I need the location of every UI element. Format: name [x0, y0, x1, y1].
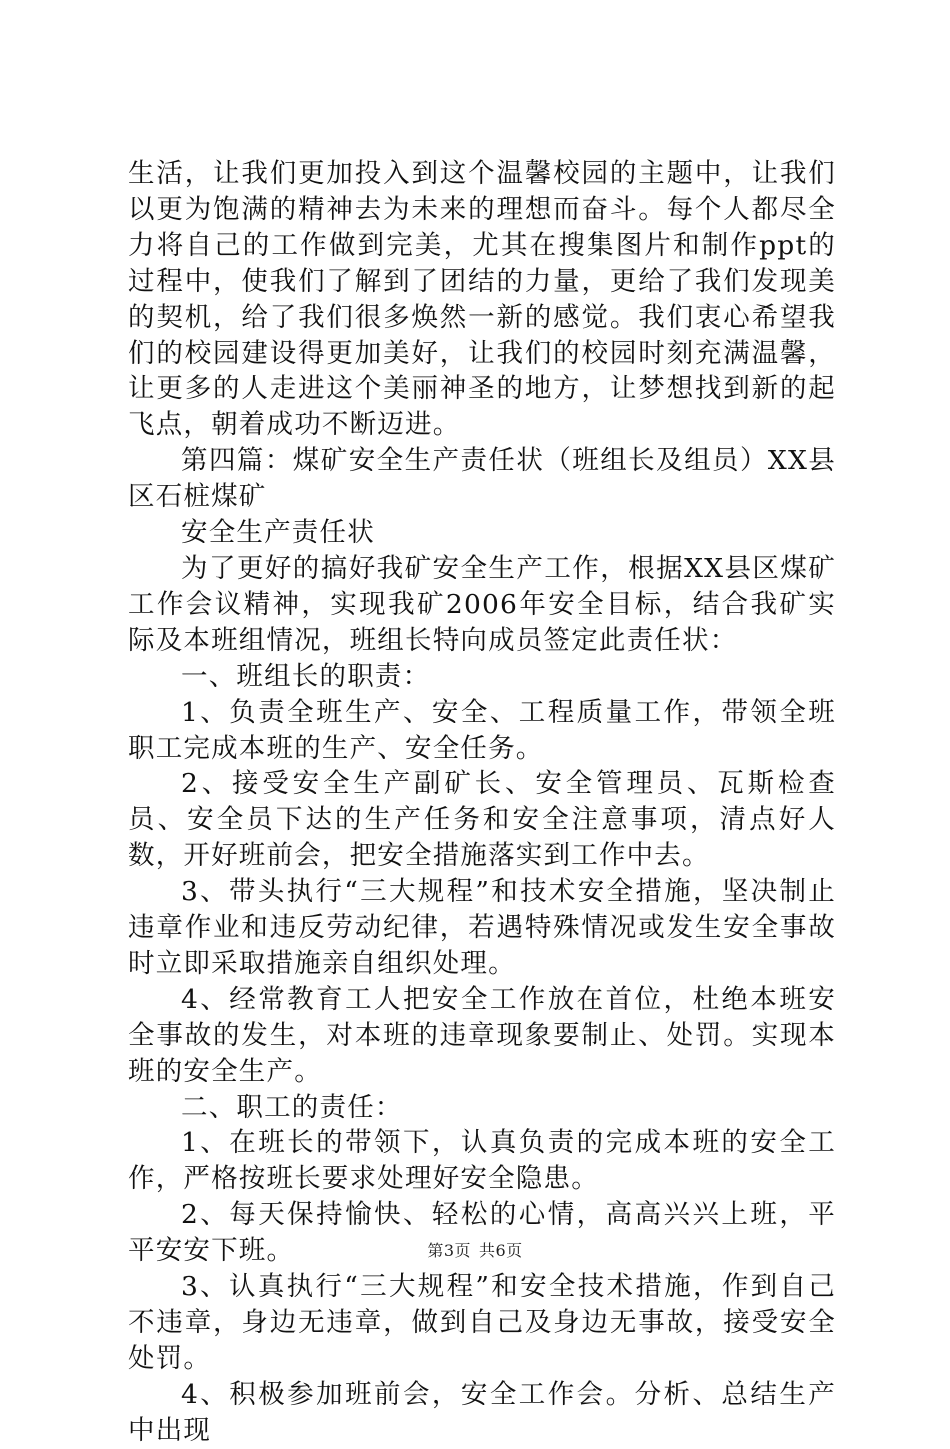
paragraph-3-doc-title: 安全生产责任状 [181, 517, 375, 549]
paragraph-2-section-title: 第四篇：煤矿安全生产责任状（班组长及组员）XX县区石桩煤矿 [128, 445, 836, 513]
paragraph-6: 1、负责全班生产、安全、工程质量工作，带领全班职工完成本班的生产、安全任务。 [128, 696, 836, 764]
page-footer [0, 1241, 950, 1261]
paragraph-4: 为了更好的搞好我矿安全生产工作，根据XX县区煤矿工作会议精神，实现我矿2006年安全目标，结合我矿实际及本班组情况，班组长特向成员签定此责任状： [128, 552, 836, 656]
page-number: 第3页 [427, 1241, 471, 1260]
paragraph-7: 2、接受安全生产副矿长、安全管理员、瓦斯检查员、安全员下达的生产任务和安全注意事项，清点好人数，开好班前会，把安全措施落实到工作中去。 [128, 768, 836, 872]
paragraph-10-heading: 二、职工的责任： [181, 1091, 403, 1123]
paragraph-9: 4、经常教育工人把安全工作放在首位，杜绝本班安全事故的发生，对本班的违章现象要制止、处罚。实现本班的安全生产。 [128, 983, 836, 1087]
page-total: 共6页 [479, 1241, 523, 1260]
paragraph-8: 3、带头执行“三大规程”和技术安全措施，坚决制止违章作业和违反劳动纪律，若遇特殊情况或发生安全事故时立即采取措施亲自组织处理。 [128, 876, 836, 979]
paragraph-1: 生活，让我们更加投入到这个温馨校园的主题中，让我们以更为饱满的精神去为未来的理想而奋斗。每个人都尽全力将自己的工作做到完美，尤其在搜集图片和制作ppt的过程中，使我们了解到了团结的力量，更给了我们发现美的契机，给了我们很多焕然一新的感觉。我们衷心希望我们的校园建设得更加美好，让我们的校园时刻充满温馨，让更多的人走进这个美丽神圣的地方，让梦想找到新的起飞点，朝着成功不断迈进。 [128, 158, 836, 441]
paragraph-12: 2、每天保持愉快、轻松的心情，高高兴兴上班，平平安安下班。 [128, 1199, 836, 1267]
paragraph-5-heading: 一、班组长的职责： [181, 660, 431, 692]
paragraph-11: 1、在班长的带领下，认真负责的完成本班的安全工作，严格按班长要求处理好安全隐患。 [128, 1127, 836, 1195]
paragraph-14: 4、积极参加班前会，安全工作会。分析、总结生产中出现 [128, 1378, 836, 1446]
paragraph-13: 3、认真执行“三大规程”和安全技术措施，作到自己不违章，身边无违章，做到自己及身边无事故，接受安全处罚。 [128, 1271, 836, 1374]
